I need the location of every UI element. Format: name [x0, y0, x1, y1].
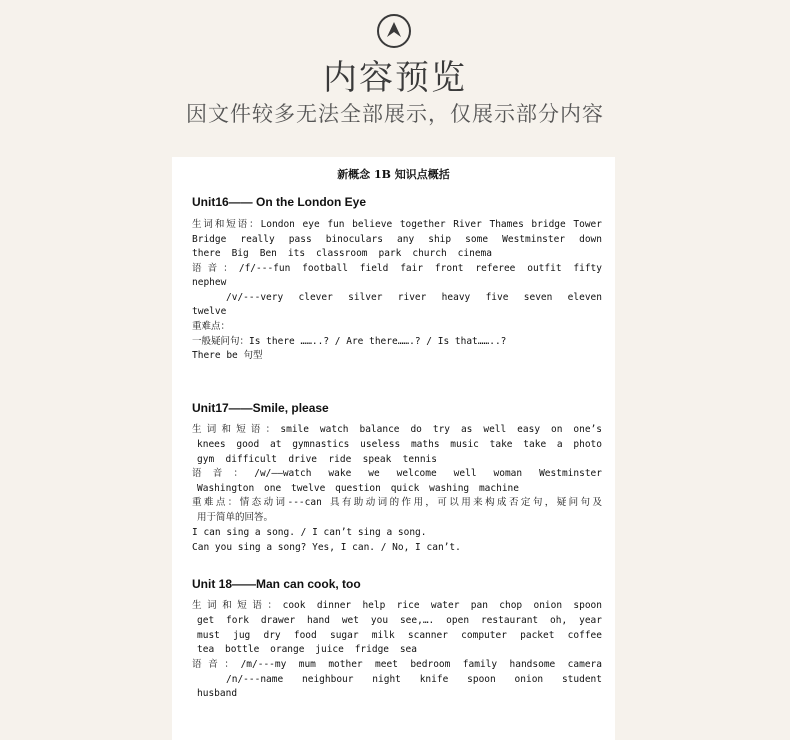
text-line: 重难点：情态动词---can 具有助动词的作用，可以用来构成否定句，疑问句及 — [192, 497, 602, 508]
text-line: Bridge really pass binoculars any ship some Westminster down — [192, 234, 602, 245]
text-line: twelve — [192, 306, 227, 317]
text-line: must jug dry food sugar milk scanner computer packet coffee — [197, 630, 602, 641]
text-line: 生词和短语：cook dinner help rice water pan chop onion spoon — [192, 600, 602, 611]
text-line: 重难点： — [192, 321, 231, 332]
text-line: 生词和短语：London eye fun believe together River Thames bridge Tower — [192, 219, 602, 230]
text-line: /n/---name neighbour night knife spoon onion student — [226, 674, 602, 685]
text-line: there Big Ben its classroom park church cinema — [192, 248, 492, 259]
text-line: There be 句型 — [192, 350, 263, 361]
text-line: knees good at gymnastics useless maths music take take a photo — [197, 439, 602, 450]
arrow-up-logo-icon — [377, 14, 411, 48]
text-line: 语音：/w/——watch wake we welcome well woman Westminster — [192, 468, 602, 479]
document-title: 新概念 1B 知识点概括 — [337, 168, 450, 181]
page-subtitle: 因文件较多无法全部展示，仅展示部分内容 — [186, 102, 604, 126]
text-line: /v/---very clever silver river heavy five seven eleven — [226, 292, 602, 303]
text-line: 语音：/m/---my mum mother meet bedroom family handsome camera — [192, 659, 602, 670]
text-line: 一般疑问句：Is there ……..? / Are there…….? / Is that……..? — [192, 336, 507, 347]
text-line: get fork drawer hand wet you see,…. open restaurant oh, year — [197, 615, 602, 626]
text-line: nephew — [192, 277, 227, 288]
text-line: Washington one twelve question quick washing machine — [197, 483, 519, 494]
unit-heading: Unit 18——Man can cook, too — [192, 577, 361, 591]
text-line: 语音：/f/---fun football field fair front referee outfit fifty — [192, 263, 602, 274]
text-line: I can sing a song. / I can’t sing a song. — [192, 527, 427, 538]
preview-header — [0, 0, 790, 150]
unit-heading: Unit16—— On the London Eye — [192, 195, 367, 209]
text-line: gym difficult drive ride speak tennis — [197, 454, 437, 465]
unit-heading: Unit17——Smile, please — [192, 401, 329, 415]
page-title: 内容预览 — [323, 58, 467, 98]
document-preview — [172, 157, 615, 740]
text-line: 生词和短语：smile watch balance do try as well easy on one’s — [192, 424, 602, 435]
text-line: husband — [197, 688, 238, 699]
text-line: 用于简单的回答。 — [197, 512, 274, 523]
text-line: tea bottle orange juice fridge sea — [197, 644, 417, 655]
text-line: Can you sing a song? Yes, I can. / No, I can’t. — [192, 542, 461, 553]
